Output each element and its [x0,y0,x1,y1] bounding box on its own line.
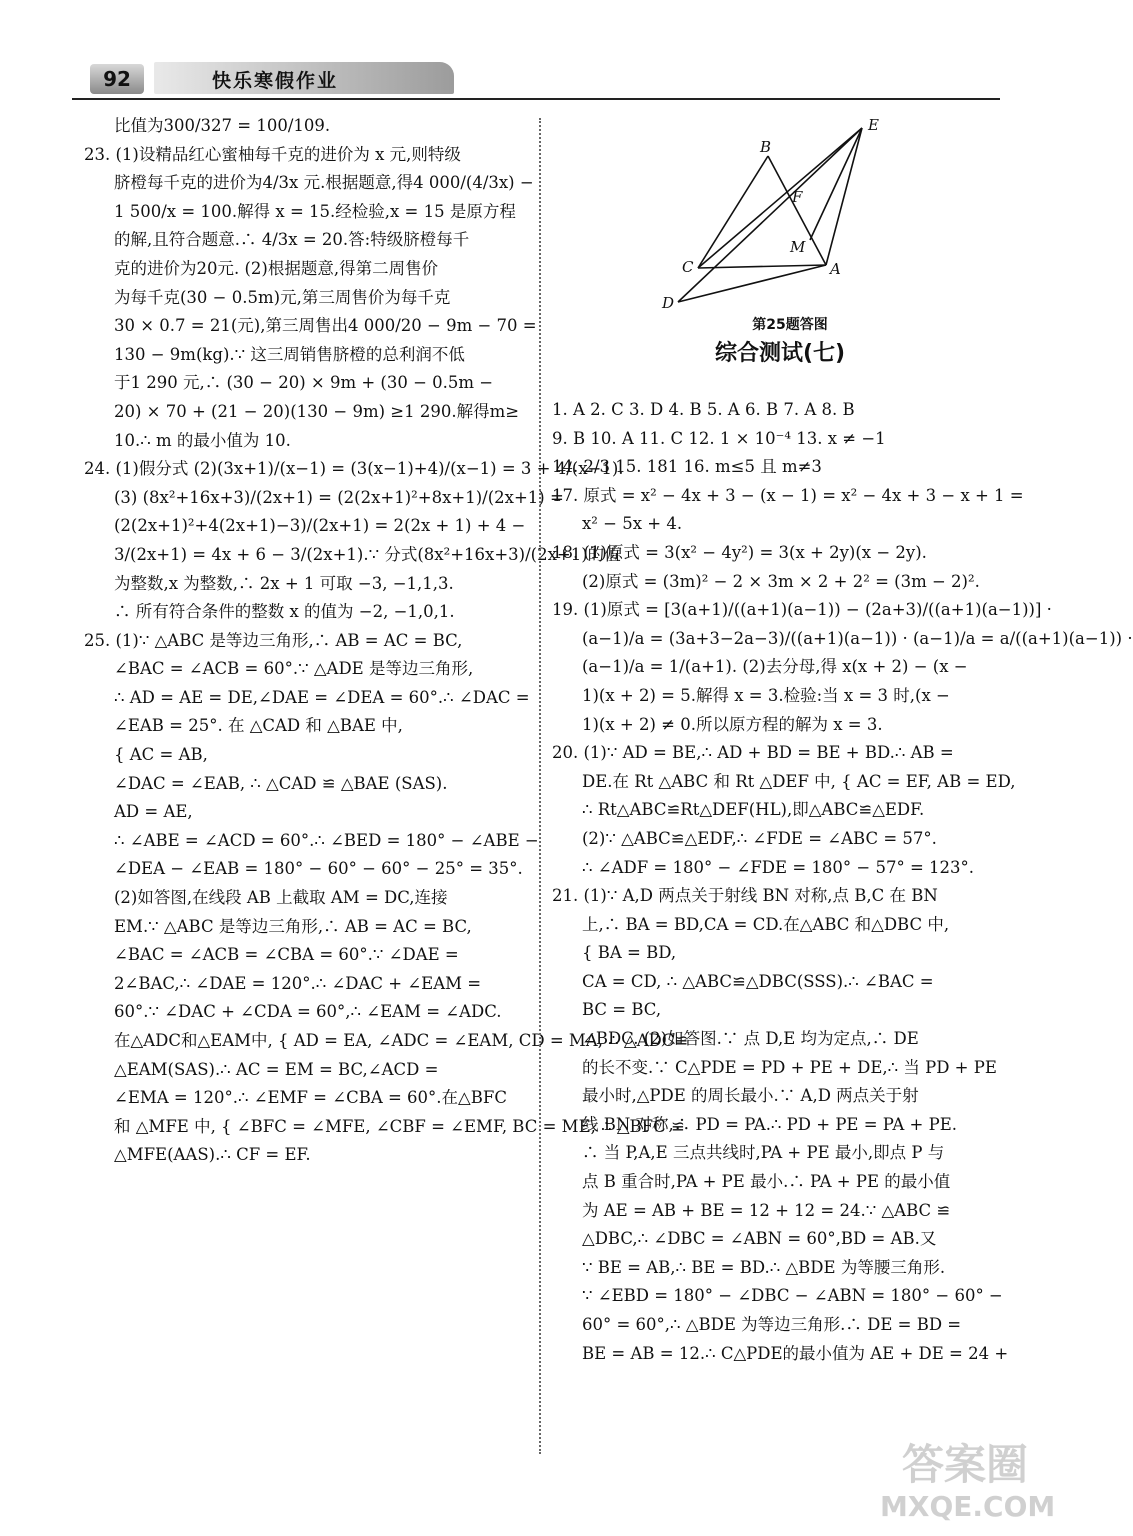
text-line: 23. (1)设精品红心蜜柚每千克的进价为 x 元,则特级 [84,144,461,164]
text-line: △MFE(AAS).∴ CF = EF. [114,1145,311,1165]
text-line: 130 − 9m(kg).∵ 这三周销售脐橙的总利润不低 [114,344,465,364]
segment-AE [826,128,862,265]
text-line: 1)(x + 2) ≠ 0.所以原方程的解为 x = 3. [582,714,883,734]
book-title: 快乐寒假作业 [212,70,339,92]
header-rule [72,98,1000,100]
label-D: D [662,294,675,312]
page-header [72,58,1000,98]
text-line: 10.∴ m 的最小值为 10. [114,430,291,450]
text-line: ∴ 当 P,A,E 三点共线时,PA + PE 最小,即点 P 与 [582,1143,945,1163]
text-line: ∠EMA = 120°.∴ ∠EMF = ∠CBA = 60°.在△BFC [114,1088,507,1108]
text-line: ∴ 所有符合条件的整数 x 的值为 −2, −1,0,1. [114,602,455,622]
text-line: 的解,且符合题意.∴ 4/3x = 20.答:特级脐橙每千 [114,230,470,250]
label-A: A [830,260,841,278]
text-line: 21. (1)∵ A,D 两点关于射线 BN 对称,点 B,C 在 BN [552,886,938,906]
text-line: 2∠BAC,∴ ∠DAE = 120°.∴ ∠DAC + ∠EAM = [114,973,482,993]
text-line: 24. (1)假分式 (2)(3x+1)/(x−1) = (3(x−1)+4)/(x−1) = 3 + 4/(x−1). [84,459,624,479]
text-line: AD = AE, [114,802,193,822]
text-line: ∴ ∠ABE = ∠ACD = 60°.∴ ∠BED = 180° − ∠ABE − [114,830,539,850]
label-B: B [760,138,772,156]
text-line: 30 × 0.7 = 21(元),第三周售出4 000/20 − 9m − 70 = [114,316,537,336]
text-line: 60° = 60°,∴ △BDE 为等边三角形.∴ DE = BD = [582,1315,962,1334]
text-line: BC = BC, [582,1000,662,1020]
segment-CE [698,128,862,268]
watermark-logo-text: 答案圈 [901,1440,1028,1489]
segment-ME [810,128,862,240]
text-line: 克的进价为20元. (2)根据题意,得第二周售价 [114,258,439,278]
text-line: (2)如答图,在线段 AB 上截取 AM = DC,连接 [114,888,448,908]
watermark-url: MXQE.COM [880,1490,1056,1523]
text-line: 17. 原式 = x² − 4x + 3 − (x − 1) = x² − 4x + 3 − x + 1 = [552,485,1024,505]
text-line: 比值为300/327 = 100/109. [114,116,331,135]
text-line: 点 B 重合时,PA + PE 最小.∴ PA + PE 的最小值 [582,1172,951,1192]
text-line: EM.∵ △ABC 是等边三角形,∴ AB = AC = BC, [114,916,472,936]
text-line: ∴ AD = AE = DE,∠DAE = ∠DEA = 60°.∴ ∠DAC = [114,687,530,707]
text-line: (2(2x+1)²+4(2x+1)−3)/(2x+1) = 2(2x + 1) + 4 − [114,516,526,536]
text-line: △EAM(SAS).∴ AC = EM = BC,∠ACD = [114,1059,439,1079]
text-line: 为整数,x 为整数,∴ 2x + 1 可取 −3, −1,1,3. [114,573,454,593]
text-line: CA = CD, ∴ △ABC≌△DBC(SSS).∴ ∠BAC = [582,971,934,991]
text-line: ∠DEA − ∠EAB = 180° − 60° − 60° − 25° = 35°. [114,859,523,879]
text-line: { BA = BD, [582,943,677,963]
text-line: 脐橙每千克的进价为4/3x 元.根据题意,得4 000/(4/3x) − [114,173,534,193]
text-line: ∠BAC = ∠ACB = ∠CBA = 60°.∵ ∠DAE = [114,945,459,965]
section-title: 综合测试(七) [714,341,846,366]
right-column [552,396,1133,1368]
text-line: 3/(2x+1) = 4x + 6 − 3/(2x+1).∵ 分式(8x²+16x+3)/(2x+1)的值 [114,544,621,564]
text-line: 为 AE = AB + BE = 12 + 12 = 24.∵ △ABC ≌ [582,1200,951,1220]
label-C: C [682,258,694,276]
text-line: 20) × 70 + (21 − 20)(130 − 9m) ≥1 290.解得m≥ [114,401,520,421]
text-line: 60°.∵ ∠DAC + ∠CDA = 60°,∴ ∠EAM = ∠ADC. [114,1002,502,1022]
text-line: (a−1)/a = 1/(a+1). (2)去分母,得 x(x + 2) − (x − [582,657,968,677]
text-line: ∵ ∠EBD = 180° − ∠DBC − ∠ABN = 180° − 60° − [582,1286,1003,1306]
text-line: ∠BAC = ∠ACB = 60°.∵ △ADE 是等边三角形, [114,659,474,679]
text-line: ∴ Rt△ABC≌Rt△DEF(HL),即△ABC≌△EDF. [582,800,925,820]
text-line: 最小时,△PDE 的周长最小.∵ A,D 两点关于射 [582,1086,919,1106]
text-line: x² − 5x + 4. [582,514,683,534]
text-line: △DBC,∴ ∠DBC = ∠ABN = 60°,BD = AB.又 [582,1229,937,1249]
text-line: 25. (1)∵ △ABC 是等边三角形,∴ AB = AC = BC, [84,630,463,650]
text-line: 线 BN 对称,∴ PD = PA.∴ PD + PE = PA + PE. [582,1114,957,1134]
segment-DA [678,265,826,302]
text-line: (a−1)/a = (3a+3−2a−3)/((a+1)(a−1)) · (a−1)/a = a/((a+1)(a−1)) · [582,628,1133,648]
text-line: (3) (8x²+16x+3)/(2x+1) = (2(2x+1)²+8x+1)/(2x+1) = [114,487,564,507]
label-E: E [868,116,879,134]
text-line: 1 500/x = 100.解得 x = 15.经检验,x = 15 是原方程 [114,201,516,221]
text-line: ∠DAC = ∠EAB, ∴ △CAD ≌ △BAE (SAS). [114,773,448,793]
text-line: 于1 290 元,∴ (30 − 20) × 9m + (30 − 0.5m − [114,373,494,393]
text-line: 和 △MFE 中, { ∠BFC = ∠MFE, ∠CBF = ∠EMF, BC = ME, ∴ △BFC ≌ [114,1116,685,1136]
text-line: 20. (1)∵ AD = BE,∴ AD + BD = BE + BD.∴ AB = [552,743,954,763]
text-line: 1)(x + 2) = 5.解得 x = 3.检验:当 x = 3 时,(x − [582,685,950,705]
geometry-figure [650,112,910,322]
label-M: M [790,238,806,256]
text-line: DE.在 Rt △ABC 和 Rt △DEF 中, { AC = EF, AB = ED, [582,771,1016,791]
text-line: 18. (1)原式 = 3(x² − 4y²) = 3(x + 2y)(x − 2y). [552,542,927,562]
text-line: ∠EAB = 25°. 在 △CAD 和 △BAE 中, [114,716,403,736]
text-line: 14. 2/3 15. 181 16. m≤5 且 m≠3 [552,457,822,477]
text-line: { AC = AB, [114,745,208,765]
text-line: 上,∴ BA = BD,CA = CD.在△ABC 和△DBC 中, [582,914,950,934]
text-line: ∴ ∠ADF = 180° − ∠FDE = 180° − 57° = 123°. [582,857,975,877]
figure-caption: 第25题答图 [752,317,828,333]
page-number: 92 [90,64,144,94]
text-line: (2)∵ △ABC≌△EDF,∴ ∠FDE = ∠ABC = 57°. [582,828,937,848]
text-line: BE = AB = 12.∴ C△PDE的最小值为 AE + DE = 24 + [582,1343,1009,1363]
text-line: 1. A 2. C 3. D 4. B 5. A 6. B 7. A 8. B [552,400,855,419]
text-line: 的长不变.∵ C△PDE = PD + PE + DE,∴ 当 PD + PE [582,1057,997,1077]
text-line: (2)原式 = (3m)² − 2 × 3m × 2 + 2² = (3m − 2)². [582,571,980,591]
text-line: 19. (1)原式 = [3(a+1)/((a+1)(a−1)) − (2a+3)/((a+1)(a−1))] · [552,600,1052,620]
text-line: 为每千克(30 − 0.5m)元,第三周售价为每千克 [114,287,451,307]
text-line: ∵ BE = AB,∴ BE = BD.∴ △BDE 为等腰三角形. [582,1257,946,1277]
text-line: 9. B 10. A 11. C 12. 1 × 10⁻⁴ 13. x ≠ −1 [552,428,886,448]
text-line: 在△ADC和△EAM中, { AD = EA, ∠ADC = ∠EAM, CD = MA, ∴ △ADC≌ [114,1031,689,1050]
site-watermark [880,1440,1056,1530]
segment-CB [698,156,768,268]
text-line: ∠BDC. (2)如答图.∵ 点 D,E 均为定点,∴ DE [582,1029,919,1049]
label-F: F [792,188,803,206]
column-divider [539,118,541,1454]
